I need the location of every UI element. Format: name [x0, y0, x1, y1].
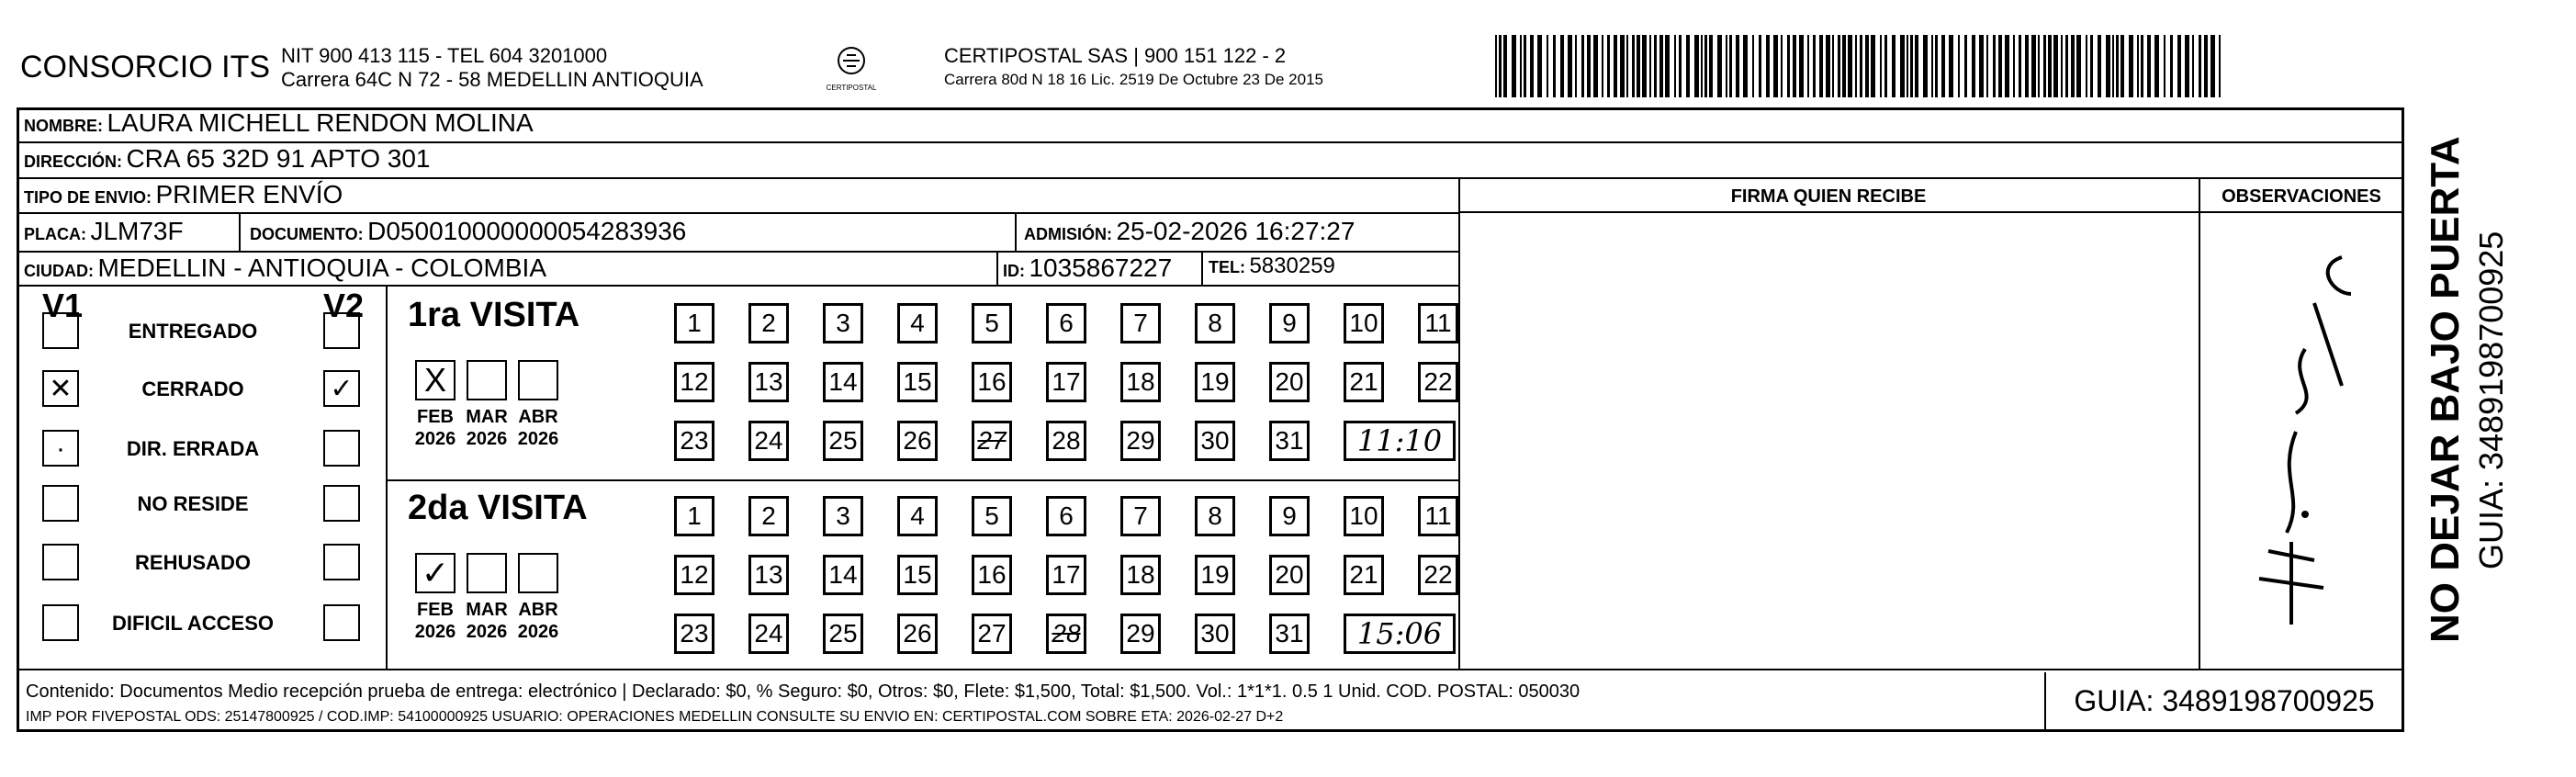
- firma-header: FIRMA QUIEN RECIBE: [1730, 186, 1927, 207]
- day-box[interactable]: 17: [1046, 555, 1086, 595]
- day-box[interactable]: 11: [1418, 303, 1458, 343]
- row-divider: [17, 251, 1458, 253]
- barcode-bar: [2005, 35, 2009, 97]
- barcode-bar: [1826, 35, 1830, 97]
- barcode-bar: [2086, 35, 2087, 97]
- day-box[interactable]: 25: [823, 614, 863, 654]
- barcode-bar: [1915, 35, 1918, 97]
- visit-time: 15:06: [1344, 614, 1456, 654]
- barcode-bar: [1964, 35, 1967, 97]
- barcode-bar: [1679, 35, 1682, 97]
- footer-content-line: Contenido: Documentos Medio recepción prueba de entrega: electrónico | Declarado: $0, % Seguro: $0, Otros: $0, Flete: $1,500, Total: $1,500. Vol.: 1*1*1. 0.5 1 Unid. COD. POSTAL: 050030: [26, 681, 1580, 702]
- tel-value: 5830259: [1249, 253, 1335, 278]
- day-box[interactable]: 20: [1269, 362, 1310, 402]
- barcode-bar: [1855, 35, 1857, 97]
- admision-value: 25-02-2026 16:27:27: [1116, 217, 1355, 245]
- placa-label: PLACA:: [24, 225, 86, 243]
- barcode-bar: [2210, 35, 2215, 97]
- col-divider: [1458, 177, 1460, 669]
- barcode-bar: [1871, 35, 1875, 97]
- row-divider: [17, 177, 2404, 179]
- day-box[interactable]: 18: [1120, 362, 1161, 402]
- barcode-bar: [1686, 35, 1690, 97]
- barcode-bar: [1665, 35, 1670, 97]
- barcode-bar: [1958, 35, 1960, 97]
- barcode-bar: [1935, 35, 1938, 97]
- barcode-bar: [2137, 35, 2139, 97]
- month-checkbox[interactable]: [518, 553, 558, 593]
- barcode-bar: [1972, 35, 1975, 97]
- month-label: ABR 2026: [517, 407, 559, 449]
- day-box[interactable]: 1: [674, 496, 714, 536]
- barcode-bar: [1530, 35, 1534, 97]
- day-box[interactable]: 29: [1120, 614, 1161, 654]
- day-box[interactable]: 8: [1195, 496, 1235, 536]
- month-label: FEB 2026: [414, 600, 456, 642]
- barcode-bar: [1832, 35, 1834, 97]
- barcode-bar: [1512, 35, 1516, 97]
- barcode-bar: [1547, 35, 1548, 97]
- day-box[interactable]: 30: [1195, 614, 1235, 654]
- barcode-bar: [1900, 35, 1905, 97]
- barcode-bar: [2154, 35, 2159, 97]
- barcode-bar: [1560, 35, 1564, 97]
- day-box[interactable]: 3: [823, 303, 863, 343]
- day-box[interactable]: 26: [897, 614, 938, 654]
- ciudad-value: MEDELLIN - ANTIOQUIA - COLOMBIA: [97, 253, 546, 282]
- day-box[interactable]: 25: [823, 421, 863, 461]
- barcode-bar: [1701, 35, 1703, 97]
- admision-field: [1024, 217, 1355, 246]
- barcode-bar: [1813, 35, 1816, 97]
- barcode-bar: [1787, 35, 1790, 97]
- barcode-bar: [2038, 35, 2040, 97]
- observaciones-header: OBSERVACIONES: [2222, 186, 2381, 207]
- day-box[interactable]: 6: [1046, 496, 1086, 536]
- barcode-bar: [2090, 35, 2093, 97]
- nombre-label: NOMBRE:: [24, 117, 103, 135]
- v2-checkbox[interactable]: [323, 312, 360, 349]
- id-field: [1003, 253, 1172, 283]
- day-box[interactable]: 2: [748, 496, 789, 536]
- day-box[interactable]: 23: [674, 421, 714, 461]
- barcode-bar: [2120, 35, 2124, 97]
- barcode-bar: [1674, 35, 1676, 97]
- day-box[interactable]: 7: [1120, 303, 1161, 343]
- barcode-bar: [1553, 35, 1556, 97]
- month-checkbox[interactable]: ✓: [415, 553, 456, 593]
- barcode-bar: [2076, 35, 2081, 97]
- barcode-bar: [1931, 35, 1933, 97]
- tipo-envio-value: PRIMER ENVÍO: [155, 180, 343, 208]
- documento-field: [250, 217, 686, 246]
- address-line: Carrera 64C N 72 - 58 MEDELLIN ANTIOQUIA: [281, 68, 703, 91]
- day-box[interactable]: 19: [1195, 362, 1235, 402]
- barcode-bar: [1602, 35, 1603, 97]
- day-box[interactable]: 13: [748, 362, 789, 402]
- barcode-bar: [1524, 35, 1526, 97]
- visit1-title: 1ra VISITA: [408, 296, 580, 334]
- barcode-bar: [1520, 35, 1522, 97]
- documento-label: DOCUMENTO:: [250, 225, 364, 243]
- row-divider: [17, 212, 1458, 214]
- day-box[interactable]: 9: [1269, 496, 1310, 536]
- barcode-bar: [2185, 35, 2189, 97]
- barcode-bar: [1752, 35, 1754, 97]
- barcode-bar: [1575, 35, 1577, 97]
- barcode-bar: [2112, 35, 2114, 97]
- direccion-label: DIRECCIÓN:: [24, 152, 122, 171]
- certipostal-details: [944, 44, 1323, 92]
- v2-checkbox[interactable]: [323, 604, 360, 641]
- month-label: MAR 2026: [466, 600, 508, 642]
- day-box[interactable]: 22: [1418, 362, 1458, 402]
- barcode-bar: [2116, 35, 2119, 97]
- v2-checkbox[interactable]: [323, 430, 360, 467]
- day-box[interactable]: 5: [972, 303, 1012, 343]
- month-checkbox[interactable]: [467, 360, 507, 400]
- barcode-bar: [2141, 35, 2143, 97]
- day-box[interactable]: 10: [1344, 496, 1384, 536]
- day-box[interactable]: 21: [1344, 362, 1384, 402]
- barcode-bar: [2025, 35, 2029, 97]
- barcode-bar: [2204, 35, 2208, 97]
- barcode-bar: [2098, 35, 2101, 97]
- col-divider: [239, 212, 241, 251]
- barcode-bar: [1998, 35, 2002, 97]
- barcode-bar: [1766, 35, 1770, 97]
- day-box[interactable]: 27: [972, 421, 1012, 461]
- barcode-bar: [1649, 35, 1651, 97]
- day-box[interactable]: 30: [1195, 421, 1235, 461]
- day-box[interactable]: 27: [972, 614, 1012, 654]
- barcode-bar: [1892, 35, 1895, 97]
- direccion-field: [24, 144, 430, 174]
- month-checkbox[interactable]: [518, 360, 558, 400]
- barcode-bar: [1537, 35, 1542, 97]
- day-box[interactable]: 12: [674, 362, 714, 402]
- barcode-bar: [1614, 35, 1617, 97]
- col-divider: [1201, 251, 1203, 285]
- day-box[interactable]: 5: [972, 496, 1012, 536]
- day-box[interactable]: 14: [823, 362, 863, 402]
- v1-checkbox[interactable]: ✕: [42, 370, 79, 407]
- v2-checkbox[interactable]: ✓: [323, 370, 360, 407]
- day-box[interactable]: 15: [897, 362, 938, 402]
- barcode-bar: [2065, 35, 2068, 97]
- barcode-bar: [2129, 35, 2133, 97]
- handwritten-signature: [2204, 239, 2388, 643]
- nit-line: NIT 900 413 115 - TEL 604 3201000: [281, 44, 608, 67]
- placa-field: [24, 217, 184, 246]
- tipo-envio-label: TIPO DE ENVIO:: [24, 188, 152, 207]
- day-box[interactable]: 21: [1344, 555, 1384, 595]
- id-label: ID:: [1003, 262, 1025, 280]
- guia-number: GUIA: 3489198700925: [2044, 672, 2402, 729]
- day-box[interactable]: 28: [1046, 614, 1086, 654]
- barcode-bar: [1949, 35, 1953, 97]
- col-divider: [2199, 177, 2200, 669]
- v1-header: V1: [42, 287, 84, 324]
- barcode-bar: [1499, 35, 1502, 97]
- side-guia: GUIA: 3489198700925: [2472, 231, 2510, 569]
- day-box[interactable]: 10: [1344, 303, 1384, 343]
- day-box[interactable]: 6: [1046, 303, 1086, 343]
- barcode-bar: [1907, 35, 1908, 97]
- status-label: DIFICIL ACCESO: [111, 612, 274, 635]
- nombre-value: LAURA MICHELL RENDON MOLINA: [107, 108, 534, 137]
- barcode-bar: [1694, 35, 1699, 97]
- barcode-bar: [1620, 35, 1625, 97]
- day-box[interactable]: 3: [823, 496, 863, 536]
- day-box[interactable]: 29: [1120, 421, 1161, 461]
- day-box[interactable]: 4: [897, 303, 938, 343]
- barcode-bar: [1941, 35, 1945, 97]
- v2-checkbox[interactable]: [323, 485, 360, 522]
- barcode-bar: [1880, 35, 1882, 97]
- day-box[interactable]: 9: [1269, 303, 1310, 343]
- barcode-bar: [1923, 35, 1928, 97]
- day-box[interactable]: 22: [1418, 555, 1458, 595]
- documento-value: D050010000000054283936: [367, 217, 687, 245]
- barcode-bar: [1884, 35, 1887, 97]
- certipostal-line: CERTIPOSTAL SAS | 900 151 122 - 2: [944, 44, 1287, 67]
- id-value: 1035867227: [1029, 253, 1173, 282]
- month-checkbox[interactable]: [467, 553, 507, 593]
- barcode-bar: [1979, 35, 1984, 97]
- barcode-bar: [1910, 35, 1913, 97]
- barcode-bar: [1626, 35, 1628, 97]
- ciudad-label: CIUDAD:: [24, 262, 94, 280]
- company-details: [281, 44, 703, 92]
- day-box[interactable]: 31: [1269, 614, 1310, 654]
- barcode-bar: [2053, 35, 2058, 97]
- barcode-bar: [1986, 35, 1988, 97]
- side-warning: NO DEJAR BAJO PUERTA: [2423, 136, 2468, 643]
- barcode-bar: [1799, 35, 1804, 97]
- direccion-value: CRA 65 32D 91 APTO 301: [126, 144, 431, 173]
- barcode-bar: [2048, 35, 2052, 97]
- v2-checkbox[interactable]: [323, 544, 360, 580]
- day-box[interactable]: 15: [897, 555, 938, 595]
- barcode-bar: [2170, 35, 2173, 97]
- barcode-bar: [1495, 35, 1497, 97]
- footer-print-line: IMP POR FIVEPOSTAL ODS: 25147800925 / COD.IMP: 54100000925 USUARIO: OPERACIONES MEDELLIN CONSULTE SU ENVIO EN: CERTIPOSTAL.COM SOBRE ETA: 2026-02-27 D+2: [26, 709, 1284, 725]
- barcode-bar: [1717, 35, 1722, 97]
- barcode-bar: [2199, 35, 2201, 97]
- visit-time: 11:10: [1344, 421, 1456, 461]
- day-box[interactable]: 17: [1046, 362, 1086, 402]
- barcode-bar: [2164, 35, 2165, 97]
- admision-label: ADMISIÓN:: [1024, 225, 1112, 243]
- v1-checkbox[interactable]: ·: [42, 430, 79, 467]
- barcode-bar: [1729, 35, 1732, 97]
- day-box[interactable]: 26: [897, 421, 938, 461]
- barcode-bar: [1743, 35, 1748, 97]
- ciudad-field: [24, 253, 546, 283]
- col-divider: [1015, 212, 1017, 251]
- logo-text: CERTIPOSTAL: [826, 84, 877, 92]
- barcode-bar: [2192, 35, 2194, 97]
- col-divider: [386, 285, 388, 669]
- month-checkbox[interactable]: X: [415, 360, 456, 400]
- day-box[interactable]: 13: [748, 555, 789, 595]
- barcode-bar: [1587, 35, 1591, 97]
- row-divider: [17, 669, 2404, 670]
- day-box[interactable]: 8: [1195, 303, 1235, 343]
- barcode-bar: [1503, 35, 1507, 97]
- day-box[interactable]: 2: [748, 303, 789, 343]
- day-box[interactable]: 23: [674, 614, 714, 654]
- row-divider: [1458, 211, 2404, 213]
- barcode-bar: [1819, 35, 1823, 97]
- day-box[interactable]: 19: [1195, 555, 1235, 595]
- barcode-bar: [1781, 35, 1783, 97]
- barcode-bar: [2019, 35, 2021, 97]
- month-label: MAR 2026: [466, 407, 508, 449]
- barcode-bar: [1654, 35, 1657, 97]
- barcode-bar: [1848, 35, 1852, 97]
- barcode-bar: [1607, 35, 1610, 97]
- barcode-bar: [1773, 35, 1778, 97]
- day-box[interactable]: 16: [972, 362, 1012, 402]
- barcode-bar: [1793, 35, 1796, 97]
- company-name: CONSORCIO ITS: [20, 50, 271, 84]
- status-label: NO RESIDE: [137, 492, 249, 515]
- month-label: FEB 2026: [414, 407, 456, 449]
- day-box[interactable]: 18: [1120, 555, 1161, 595]
- barcode-bar: [1865, 35, 1869, 97]
- barcode-bar: [1807, 35, 1809, 97]
- barcode-bar: [1704, 35, 1707, 97]
- barcode-bar: [2106, 35, 2110, 97]
- barcode-bar: [2061, 35, 2063, 97]
- day-box[interactable]: 24: [748, 421, 789, 461]
- barcode-bar: [1568, 35, 1572, 97]
- day-box[interactable]: 24: [748, 614, 789, 654]
- day-box[interactable]: 28: [1046, 421, 1086, 461]
- barcode-bar: [1842, 35, 1846, 97]
- day-box[interactable]: 20: [1269, 555, 1310, 595]
- day-box[interactable]: 1: [674, 303, 714, 343]
- barcode-bar: [2071, 35, 2075, 97]
- barcode-bar: [1860, 35, 1862, 97]
- tel-field: [1209, 253, 1335, 279]
- row-divider: [17, 285, 1458, 287]
- nombre-field: [24, 108, 534, 138]
- placa-value: JLM73F: [90, 217, 184, 245]
- barcode-bar: [1726, 35, 1727, 97]
- barcode-bar: [2177, 35, 2181, 97]
- barcode-bar: [1581, 35, 1584, 97]
- visit2-title: 2da VISITA: [408, 489, 588, 527]
- status-label: ENTREGADO: [128, 320, 258, 343]
- barcode-bar: [2043, 35, 2046, 97]
- day-box[interactable]: 12: [674, 555, 714, 595]
- barcode-bar: [2219, 35, 2221, 97]
- barcode-bar: [2013, 35, 2015, 97]
- row-divider: [386, 479, 1458, 481]
- v2-header: V2: [323, 287, 365, 324]
- barcode-bar: [1593, 35, 1598, 97]
- day-box[interactable]: 16: [972, 555, 1012, 595]
- barcode-bar: [1993, 35, 1996, 97]
- certipostal-address: Carrera 80d N 18 16 Lic. 2519 De Octubre 23 De 2015: [944, 71, 1323, 88]
- month-label: ABR 2026: [517, 600, 559, 642]
- status-label: REHUSADO: [135, 551, 251, 574]
- barcode-bar: [1632, 35, 1635, 97]
- tipo-envio-field: [24, 180, 343, 209]
- barcode-bar: [1838, 35, 1840, 97]
- barcode-bar: [1659, 35, 1663, 97]
- barcode-bar: [2031, 35, 2036, 97]
- barcode: [1495, 35, 2224, 97]
- certipostal-logo: [819, 42, 883, 97]
- barcode-bar: [1759, 35, 1761, 97]
- barcode-bar: [1736, 35, 1739, 97]
- status-label: DIR. ERRADA: [126, 437, 260, 460]
- barcode-bar: [2147, 35, 2151, 97]
- day-box[interactable]: 7: [1120, 496, 1161, 536]
- day-box[interactable]: 11: [1418, 496, 1458, 536]
- day-box[interactable]: 14: [823, 555, 863, 595]
- day-box[interactable]: 31: [1269, 421, 1310, 461]
- barcode-bar: [1637, 35, 1640, 97]
- day-box[interactable]: 4: [897, 496, 938, 536]
- tel-label: TEL:: [1209, 258, 1245, 276]
- row-divider: [17, 141, 2404, 143]
- col-divider: [996, 251, 998, 285]
- status-label: CERRADO: [141, 377, 244, 400]
- barcode-bar: [1642, 35, 1647, 97]
- barcode-bar: [1709, 35, 1713, 97]
